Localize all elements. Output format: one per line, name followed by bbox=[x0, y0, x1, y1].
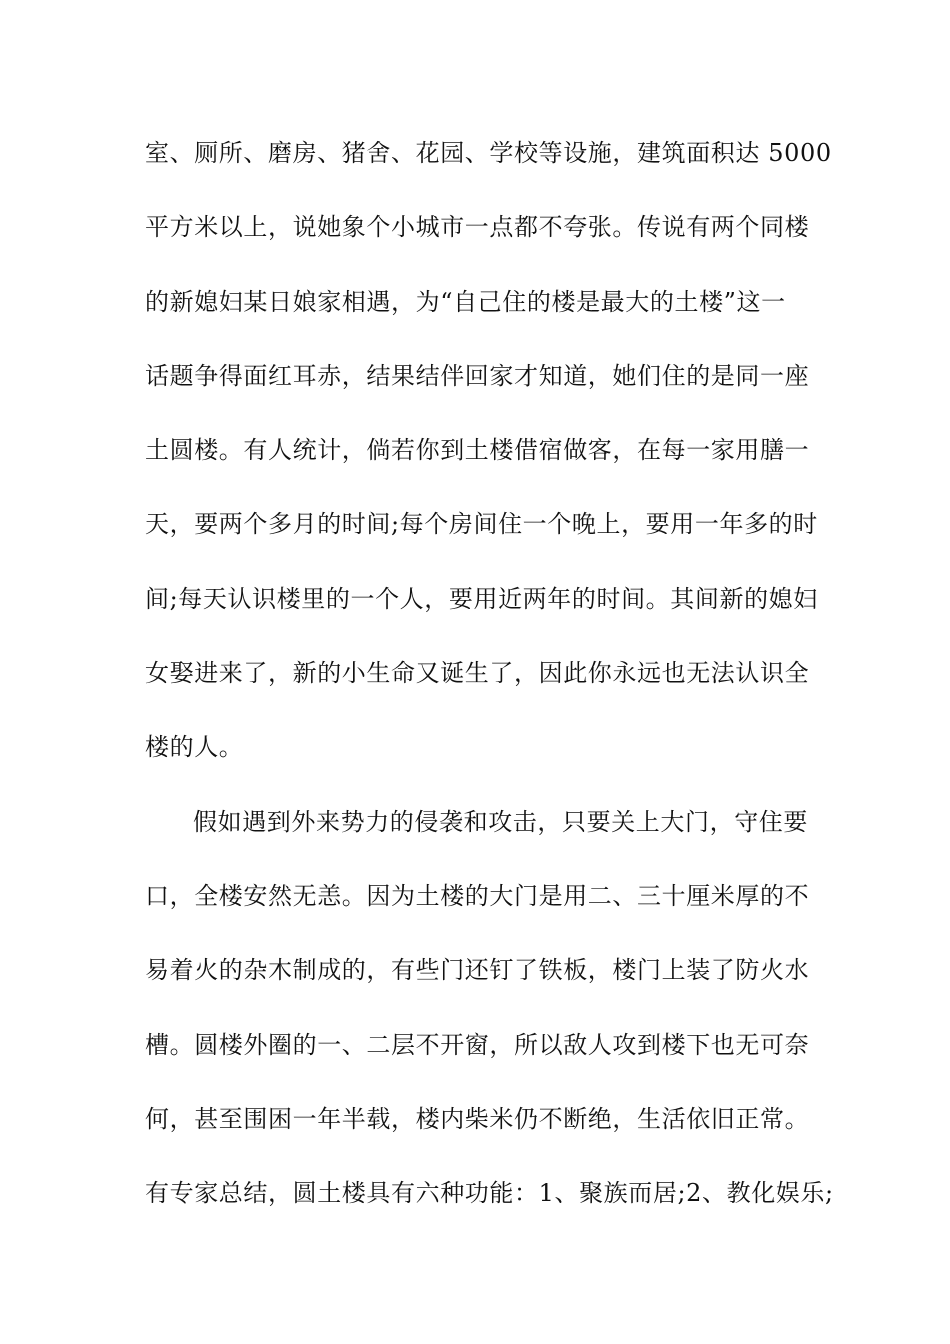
paragraph-1-line-4: 话题争得面红耳赤，结果结伴回家才知道，她们住的是同一座 bbox=[145, 361, 810, 390]
paragraph-1-line-5: 土圆楼。有人统计，倘若你到土楼借宿做客，在每一家用膳一 bbox=[145, 436, 810, 465]
paragraph-2-line-2: 口，全楼安然无恙。因为土楼的大门是用二、三十厘米厚的不 bbox=[145, 881, 810, 910]
paragraph-1-line-2: 平方米以上，说她象个小城市一点都不夸张。传说有两个同楼 bbox=[145, 213, 810, 242]
paragraph-1-line-1: 室、厕所、磨房、猪舍、花园、学校等设施，建筑面积达 5000 bbox=[145, 139, 832, 167]
paragraph-1-line-3: 的新媳妇某日娘家相遇，为“自己住的楼是最大的土楼”这一 bbox=[145, 287, 786, 316]
paragraph-2-line-4: 槽。圆楼外圈的一、二层不开窗，所以敌人攻到楼下也无可奈 bbox=[145, 1030, 810, 1059]
paragraph-1-line-6: 天，要两个多月的时间;每个房间住一个晚上，要用一年多的时 bbox=[145, 510, 818, 539]
paragraph-1-line-7: 间;每天认识楼里的一个人，要用近两年的时间。其间新的媳妇 bbox=[145, 584, 818, 613]
paragraph-2-line-5: 何，甚至围困一年半载，楼内柴米仍不断绝，生活依旧正常。 bbox=[145, 1104, 810, 1133]
paragraph-2-line-3: 易着火的杂木制成的，有些门还钉了铁板，楼门上装了防火水 bbox=[145, 956, 810, 985]
paragraph-1-line-9: 楼的人。 bbox=[145, 733, 244, 762]
body-text bbox=[145, 133, 834, 1247]
paragraph-2-line-6: 有专家总结，圆土楼具有六种功能：1、聚族而居;2、教化娱乐; bbox=[145, 1179, 834, 1208]
paragraph-2-line-1: 假如遇到外来势力的侵袭和攻击，只要关上大门，守住要 bbox=[193, 807, 808, 836]
paragraph-1-line-8: 女娶进来了，新的小生命又诞生了，因此你永远也无法认识全 bbox=[145, 659, 810, 688]
